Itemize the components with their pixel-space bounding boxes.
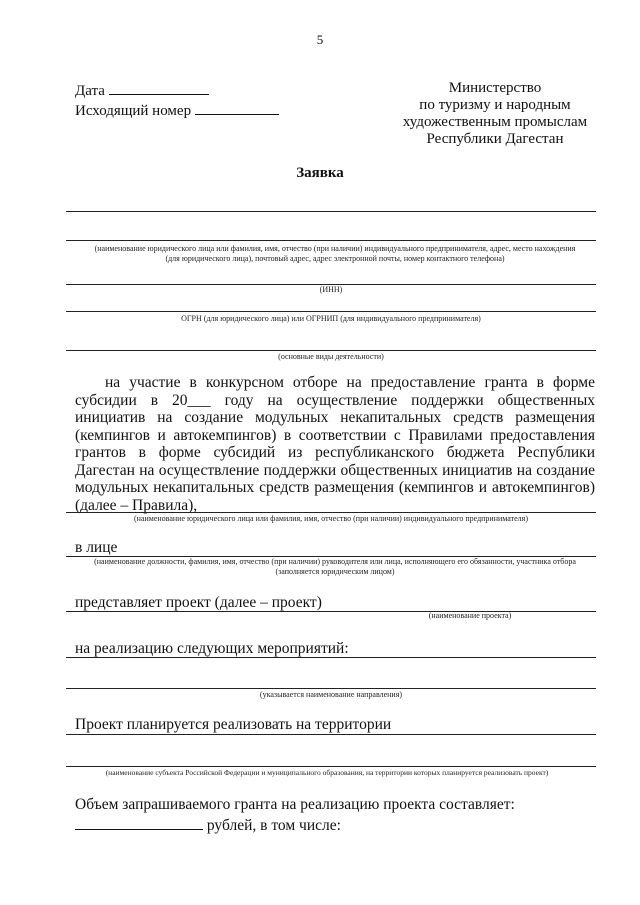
document-title: Заявка xyxy=(296,165,344,181)
representative-caption: (наименование должности, фамилия, имя, отчество (при наличии) руководителя или лица, исполняющего его обязанности, участника отбора (заполняется юридическим лицом) xyxy=(94,557,576,576)
applicant-line-2[interactable] xyxy=(66,240,596,241)
recipient-block xyxy=(390,80,600,148)
ogrn-caption: ОГРН (для юридического лица) или ОГРНИП (для индивидуального предпринимателя) xyxy=(181,314,481,323)
application-paragraph xyxy=(75,374,595,514)
outgoing-number-field[interactable] xyxy=(195,100,279,115)
grant-amount-field[interactable] xyxy=(75,815,203,830)
activities-intro-line[interactable] xyxy=(66,657,596,658)
outgoing-number-label: Исходящий номер xyxy=(75,103,192,119)
date-field[interactable] xyxy=(109,80,209,95)
direction-line[interactable] xyxy=(66,688,596,689)
applicant-caption: (наименование юридического лица или фамилия, имя, отчество (при наличии) индивидуального предпринимателя, адрес, место нахождения (для юридического лица), почтовый адрес, адрес электронной почты, номер контактного телефона) xyxy=(94,244,576,263)
inn-caption: (ИНН) xyxy=(319,285,343,294)
presents-project-label: представляет проект (далее – проект) xyxy=(75,594,322,611)
direction-caption: (указывается наименование направления) xyxy=(259,690,403,699)
recipient-line: Республики Дагестан xyxy=(426,131,564,147)
rubles-label: рублей, в том числе: xyxy=(206,817,341,834)
page-number: 5 xyxy=(316,32,324,47)
in-person-label: в лице xyxy=(75,539,118,556)
applicant-name-caption: (наименование юридического лица или фамилия, имя, отчество (при наличии) индивидуального предпринимателя) xyxy=(133,514,529,523)
paragraph-text: на участие в конкурсном отборе на предоставление гранта в форме субсидии в 20___ году на осуществление поддержки общественных инициатив на создание модульных некапитальных средств размещения (кемпингов и автокемпингов) в соответствии с Правилами предоставления грантов в форме субсидий из республиканского бюджета Республики Дагестан на осуществление поддержки общественных инициатив на создание модульных некапитальных средств размещения (кемпингов и автокемпингов) (далее – Правила), xyxy=(75,374,595,514)
recipient-line: Министерство xyxy=(448,80,542,96)
activities-intro: на реализацию следующих мероприятий: xyxy=(75,640,349,657)
territory-line-1[interactable] xyxy=(66,734,596,735)
ogrn-line[interactable] xyxy=(66,311,596,312)
recipient-line: художественным промыслам xyxy=(402,114,588,130)
recipient-line: по туризму и народным xyxy=(419,97,571,113)
territory-caption: (наименование субъекта Российской Федерации и муниципального образования, на территории которых планируется реализовать проект) xyxy=(105,768,549,777)
project-name-caption: (наименование проекта) xyxy=(428,611,512,620)
territory-intro: Проект планируется реализовать на территории xyxy=(75,716,392,733)
activities-caption: (основные виды деятельности) xyxy=(278,352,384,361)
rubles-row xyxy=(75,815,341,835)
date-label: Дата xyxy=(75,83,105,99)
activities-line[interactable] xyxy=(66,350,596,351)
applicant-name-line[interactable] xyxy=(66,512,596,513)
territory-line-2[interactable] xyxy=(66,766,596,767)
applicant-line-1[interactable] xyxy=(66,211,596,212)
grant-amount-label: Объем запрашиваемого гранта на реализацию проекта составляет: xyxy=(75,796,515,813)
header-left xyxy=(75,80,279,120)
